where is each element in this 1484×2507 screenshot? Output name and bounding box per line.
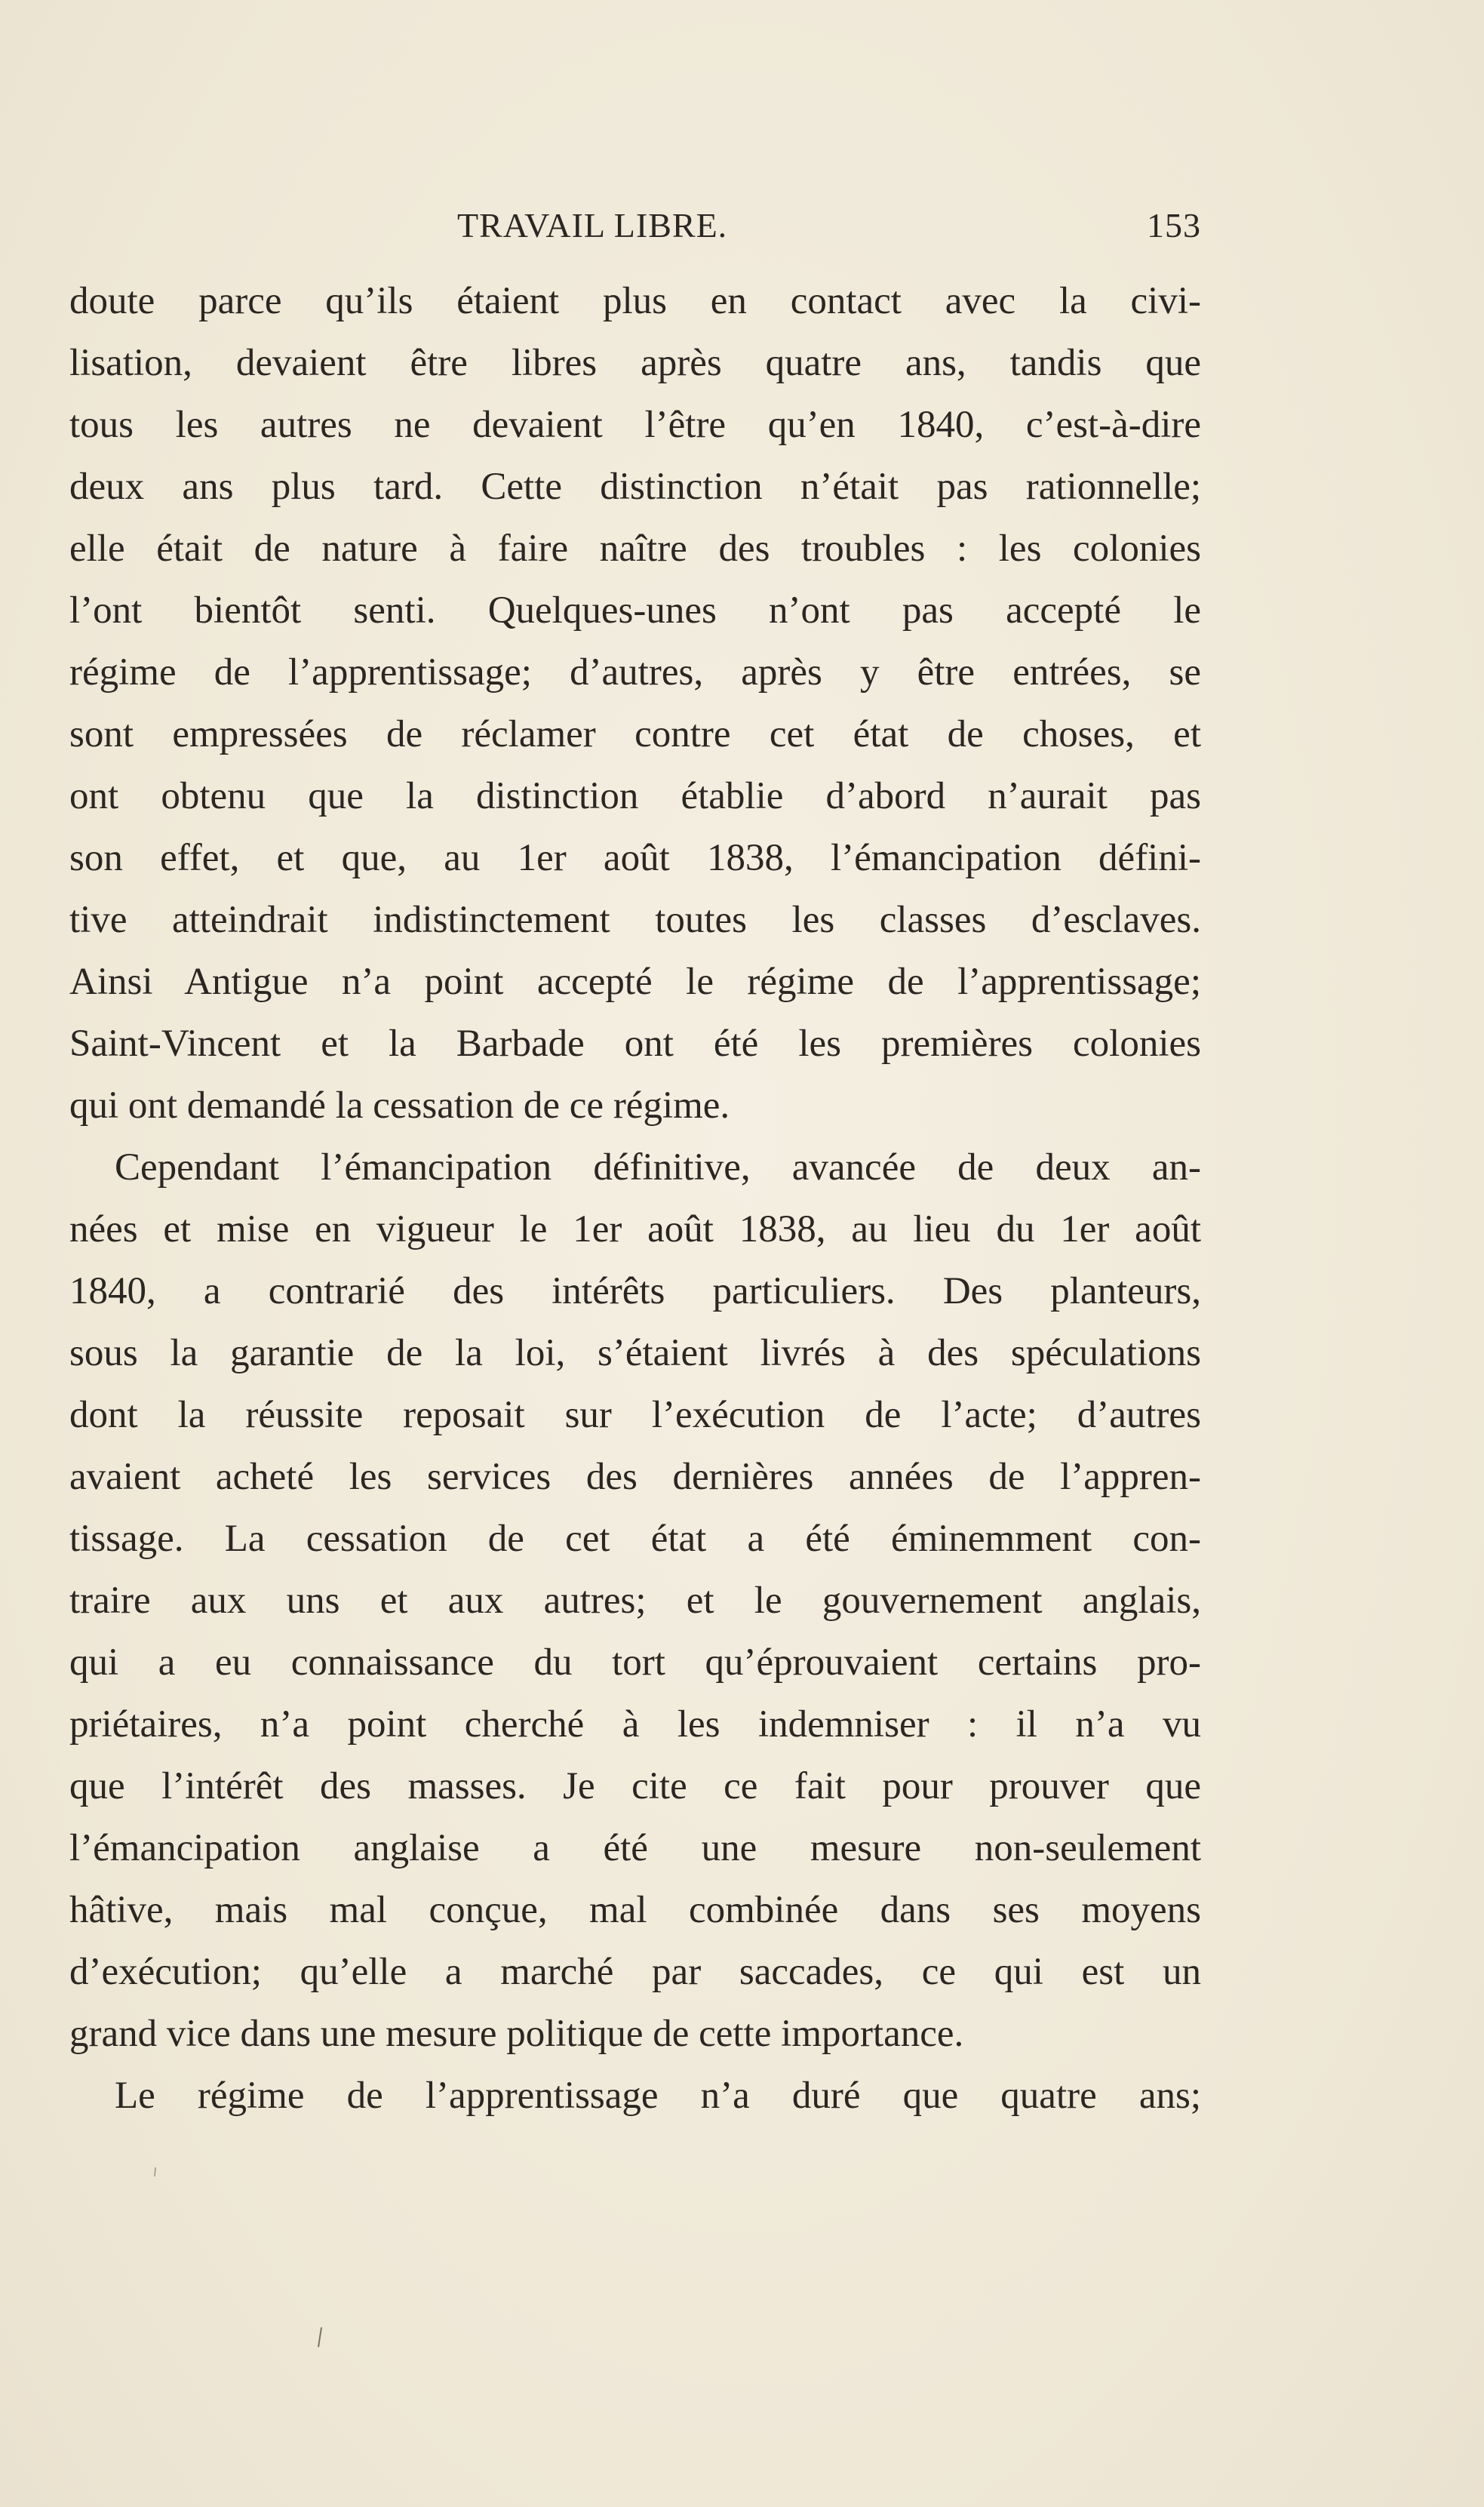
running-title: TRAVAIL LIBRE. bbox=[457, 206, 728, 245]
text-line: ont obtenu que la distinction établie d’abord n’aurait pas bbox=[69, 775, 1201, 817]
text-line: doute parce qu’ils étaient plus en contact avec la civi- bbox=[69, 280, 1201, 322]
text-line: priétaires, n’a point cherché à les indemniser : il n’a vu bbox=[69, 1703, 1201, 1746]
text-line: Le régime de l’apprentissage n’a duré que quatre ans; bbox=[115, 2075, 1201, 2117]
text-line: hâtive, mais mal conçue, mal combinée dans ses moyens bbox=[69, 1889, 1201, 1931]
text-line: qui a eu connaissance du tort qu’éprouvaient certains pro- bbox=[69, 1641, 1201, 1684]
text-line: Ainsi Antigue n’a point accepté le régime de l’apprentissage; bbox=[69, 961, 1201, 1003]
text-line: tous les autres ne devaient l’être qu’en 1840, c’est-à-dire bbox=[69, 404, 1201, 446]
text-line: deux ans plus tard. Cette distinction n’était pas rationnelle; bbox=[69, 466, 1201, 508]
text-line: qui ont demandé la cessation de ce régime. bbox=[69, 1084, 730, 1127]
text-line: dont la réussite reposait sur l’exécution de l’acte; d’autres bbox=[69, 1394, 1201, 1436]
text-line: nées et mise en vigueur le 1er août 1838, au lieu du 1er août bbox=[69, 1208, 1201, 1250]
text-line: d’exécution; qu’elle a marché par saccades, ce qui est un bbox=[69, 1951, 1201, 1993]
text-line: l’émancipation anglaise a été une mesure non-seulement bbox=[69, 1827, 1201, 1869]
body-text bbox=[69, 270, 1201, 2127]
text-line: avaient acheté les services des dernières années de l’appren- bbox=[69, 1456, 1201, 1498]
text-line: que l’intérêt des masses. Je cite ce fait pour prouver que bbox=[69, 1765, 1201, 1807]
text-line: sont empressées de réclamer contre cet état de choses, et bbox=[69, 713, 1201, 755]
text-line: elle était de nature à faire naître des troubles : les colonies bbox=[69, 528, 1201, 570]
text-line: Cependant l’émancipation définitive, avancée de deux an- bbox=[115, 1146, 1201, 1189]
text-line: 1840, a contrarié des intérêts particuliers. Des planteurs, bbox=[69, 1270, 1201, 1312]
text-line: régime de l’apprentissage; d’autres, après y être entrées, se bbox=[69, 651, 1201, 694]
text-line: grand vice dans une mesure politique de cette importance. bbox=[69, 2013, 964, 2055]
text-line: l’ont bientôt senti. Quelques-unes n’ont pas accepté le bbox=[69, 589, 1201, 632]
text-line: tissage. La cessation de cet état a été éminemment con- bbox=[69, 1518, 1201, 1560]
page-number: 153 bbox=[1147, 206, 1201, 245]
paper-speck bbox=[148, 2164, 163, 2187]
text-line: son effet, et que, au 1er août 1838, l’émancipation défini- bbox=[69, 837, 1201, 879]
text-line: Saint-Vincent et la Barbade ont été les premières colonies bbox=[69, 1023, 1201, 1065]
running-head bbox=[69, 205, 1201, 258]
text-line: tive atteindrait indistinctement toutes les classes d’esclaves. bbox=[69, 899, 1201, 941]
text-line: traire aux uns et aux autres; et le gouvernement anglais, bbox=[69, 1580, 1201, 1622]
text-line: lisation, devaient être libres après quatre ans, tandis que bbox=[69, 342, 1201, 384]
text-line: sous la garantie de la loi, s’étaient livrés à des spéculations bbox=[69, 1332, 1201, 1374]
paper-speck bbox=[309, 2324, 332, 2355]
